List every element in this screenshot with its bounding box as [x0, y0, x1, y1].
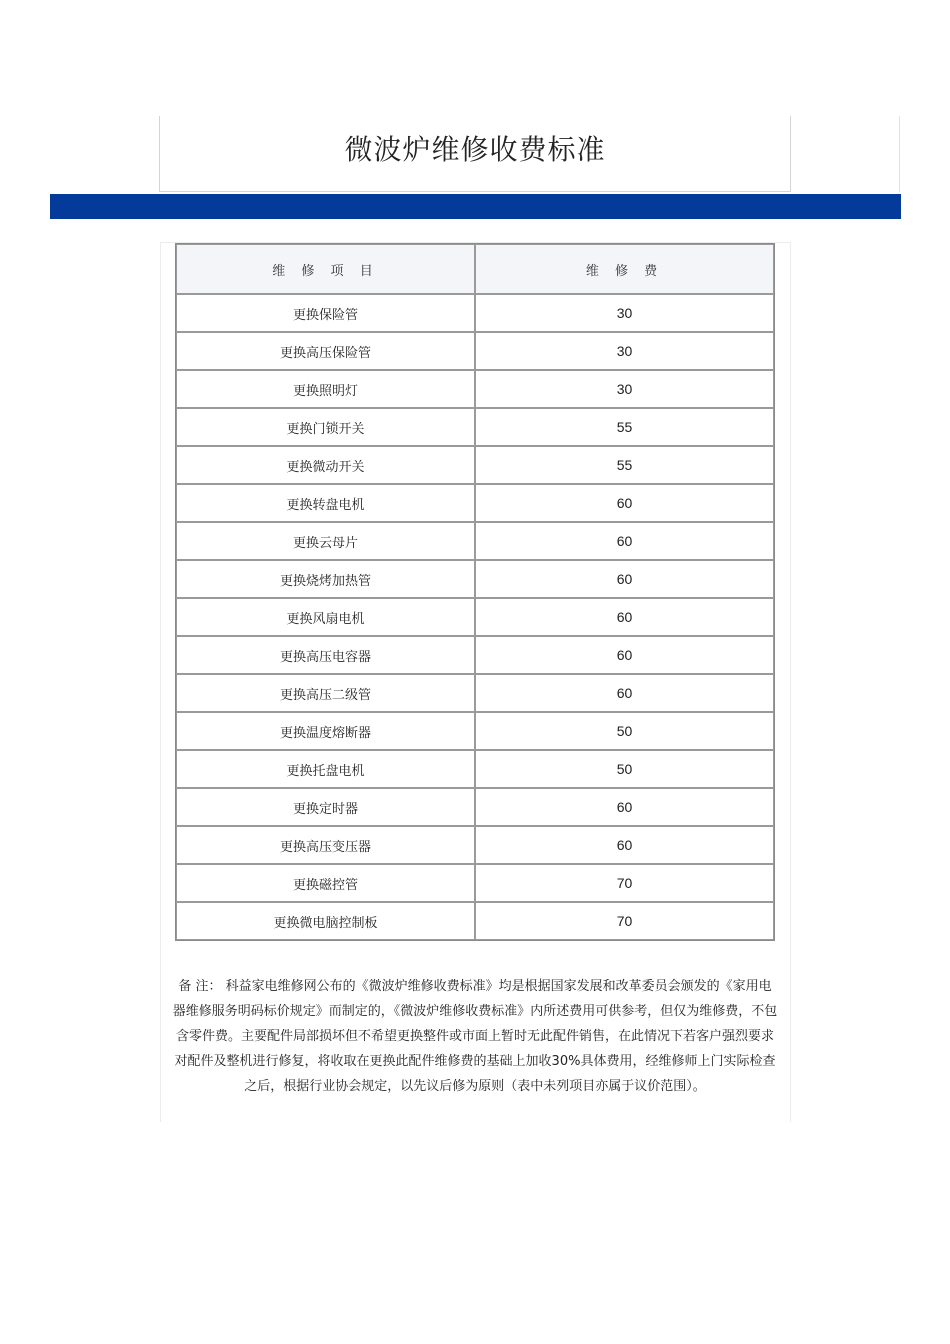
repair-price: 60	[475, 674, 774, 712]
repair-price: 60	[475, 788, 774, 826]
blue-banner-band	[50, 194, 901, 219]
repair-item: 更换微动开关	[176, 446, 475, 484]
column-header-price: 维 修 费	[475, 244, 774, 294]
repair-price: 60	[475, 598, 774, 636]
table-row	[176, 636, 774, 674]
remarks-note: 备 注： 科益家电维修网公布的《微波炉维修收费标准》均是根据国家发展和改革委员会颁发的《家用电器维修服务明码标价规定》而制定的，《微波炉维修收费标准》内所述费用可供参考，但仅为维修费，不包含零件费。主要配件局部损坏但不希望更换整件或市面上暂时无此配件销售，在此情况下若客户强烈要求对配件及整机进行修复，将收取在更换此配件维修费的基础上加收30%具体费用，经维修师上门实际检查之后，根据行业协会规定，以先议后修为原则（表中未列项目亦属于议价范围）。	[172, 979, 778, 1094]
repair-price: 70	[475, 864, 774, 902]
table-header-row	[176, 244, 774, 294]
repair-fee-table	[175, 243, 775, 941]
repair-item: 更换高压保险管	[176, 332, 475, 370]
repair-item: 更换门锁开关	[176, 408, 475, 446]
repair-item: 更换定时器	[176, 788, 475, 826]
repair-item: 更换高压电容器	[176, 636, 475, 674]
repair-item: 更换托盘电机	[176, 750, 475, 788]
column-header-item: 维 修 项 目	[176, 244, 475, 294]
repair-item: 更换转盘电机	[176, 484, 475, 522]
table-row	[176, 674, 774, 712]
page-title: 微波炉维修收费标准	[344, 133, 606, 166]
table-row	[176, 826, 774, 864]
table-row	[176, 598, 774, 636]
table-row	[176, 370, 774, 408]
table-row	[176, 712, 774, 750]
repair-item: 更换保险管	[176, 294, 475, 332]
divider	[899, 116, 900, 192]
repair-price: 30	[475, 370, 774, 408]
table-row	[176, 902, 774, 940]
repair-price: 30	[475, 332, 774, 370]
repair-price: 60	[475, 560, 774, 598]
repair-item: 更换风扇电机	[176, 598, 475, 636]
table-row	[176, 484, 774, 522]
repair-price: 60	[475, 484, 774, 522]
title-box	[159, 116, 791, 192]
table-row	[176, 332, 774, 370]
repair-item: 更换磁控管	[176, 864, 475, 902]
repair-price: 50	[475, 712, 774, 750]
repair-price: 55	[475, 446, 774, 484]
repair-item: 更换照明灯	[176, 370, 475, 408]
table-row	[176, 522, 774, 560]
repair-item: 更换高压二级管	[176, 674, 475, 712]
repair-price: 50	[475, 750, 774, 788]
repair-price: 60	[475, 826, 774, 864]
table-row	[176, 560, 774, 598]
repair-item: 更换烧烤加热管	[176, 560, 475, 598]
repair-price: 55	[475, 408, 774, 446]
repair-price: 30	[475, 294, 774, 332]
table-row	[176, 864, 774, 902]
repair-item: 更换微电脑控制板	[176, 902, 475, 940]
repair-item: 更换温度熔断器	[176, 712, 475, 750]
table-row	[176, 750, 774, 788]
table-row	[176, 408, 774, 446]
table-row	[176, 294, 774, 332]
repair-price: 60	[475, 636, 774, 674]
repair-price: 70	[475, 902, 774, 940]
repair-price: 60	[475, 522, 774, 560]
table-row	[176, 446, 774, 484]
repair-item: 更换云母片	[176, 522, 475, 560]
repair-item: 更换高压变压器	[176, 826, 475, 864]
table-row	[176, 788, 774, 826]
